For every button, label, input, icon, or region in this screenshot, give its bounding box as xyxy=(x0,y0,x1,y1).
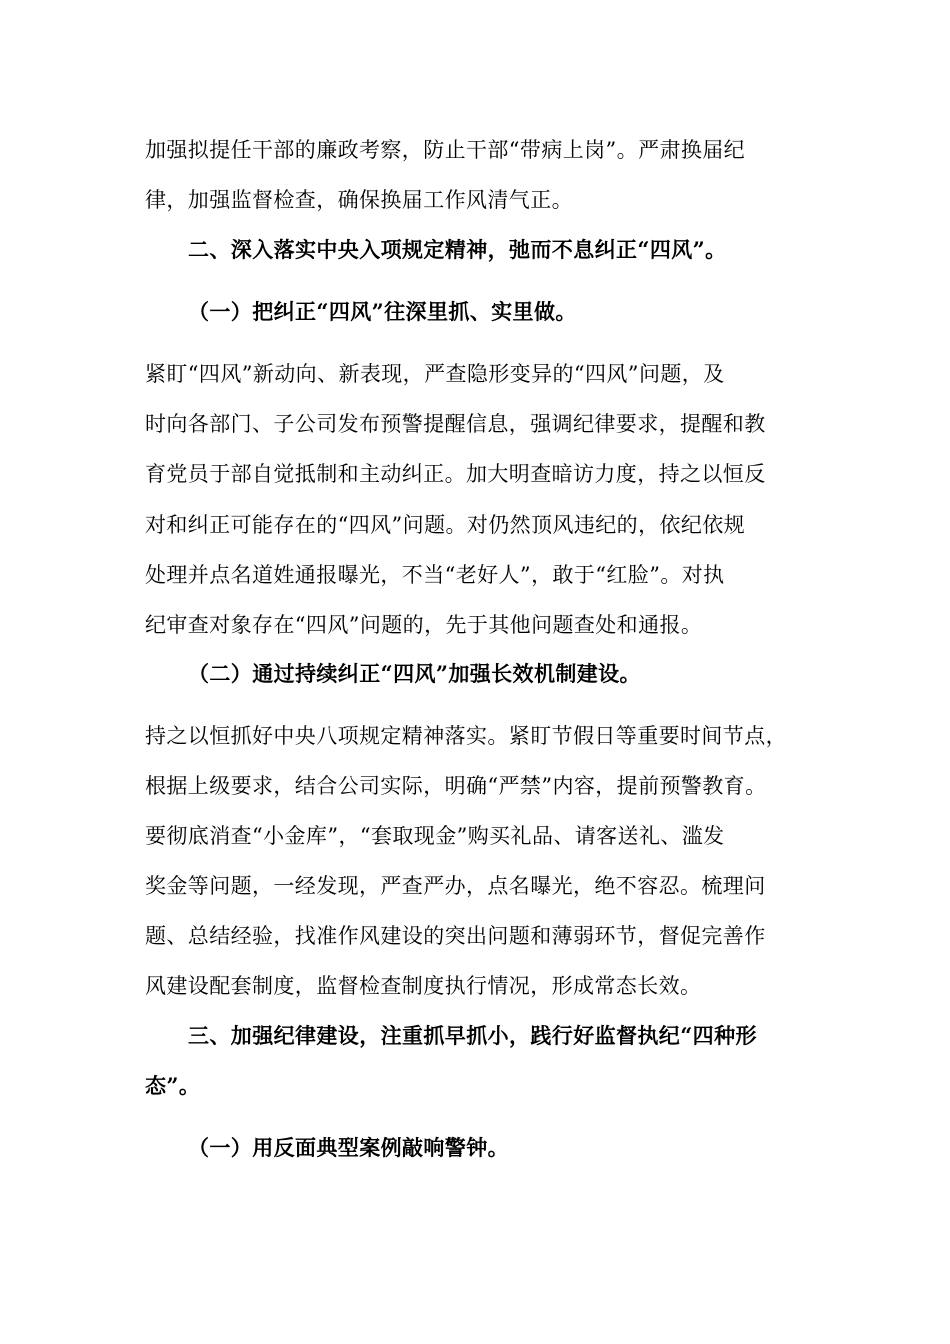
body-text-line: 加强拟提任干部的廉政考察，防止干部“带病上岗”。严肃换届纪 xyxy=(145,138,746,162)
body-text-line: 题、总结经验，找准作风建设的突出问题和薄弱环节，督促完善作 xyxy=(145,924,766,948)
body-text-line: 要彻底消查“小金库”，“套取现金”购买礼品、请客送礼、滥发 xyxy=(145,824,725,848)
body-text-line: 紧盯“四风”新动向、新表现，严查隐形变异的“四风”问题，及 xyxy=(145,362,725,386)
section-heading: 三、加强纪律建设，注重抓早抓小，践行好监督执纪“四种形 xyxy=(188,1023,757,1048)
body-text-line: 持之以恒抓好中央八项规定精神落实。紧盯节假日等重要时间节点， xyxy=(145,724,787,748)
body-text-line: 时向各部门、子公司发布预警提醒信息，强调纪律要求，提醒和教 xyxy=(145,412,766,436)
section-heading: 二、深入落实中央入项规定精神，弛而不息纠正“四风”。 xyxy=(188,237,727,262)
subsection-heading: （一）把纠正“四风”往深里抓、实里做。 xyxy=(188,299,577,324)
body-text-line: 奖金等问题，一经发现，严查严办，点名曝光，绝不容忍。梳理问 xyxy=(145,874,766,898)
section-heading-continuation: 态”。 xyxy=(145,1073,201,1098)
body-text-line: 纪审查对象存在“四风”问题的，先于其他问题查处和通报。 xyxy=(145,613,703,637)
body-text-line: 根据上级要求，结合公司实际，明确“严禁”内容，提前预警教育。 xyxy=(145,774,767,798)
body-text-line: 处理并点名道姓通报曝光，不当“老好人”，敢于“红脸”。对执 xyxy=(145,563,725,587)
body-text-line: 育党员于部自觉抵制和主动纠正。加大明查暗访力度，持之以恒反 xyxy=(145,462,766,486)
subsection-heading: （一）用反面典型案例敲响警钟。 xyxy=(188,1135,509,1160)
body-text-line: 律，加强监督检查，确保换届工作风清气正。 xyxy=(145,188,573,212)
body-text-line: 风建设配套制度，监督检查制度执行情况，形成常态长效。 xyxy=(145,974,702,998)
body-text-line: 对和纠正可能存在的“四风”问题。对仍然顶风违纪的，依纪依规 xyxy=(145,513,746,537)
subsection-heading: （二）通过持续纠正“四风”加强长效机制建设。 xyxy=(188,661,641,686)
